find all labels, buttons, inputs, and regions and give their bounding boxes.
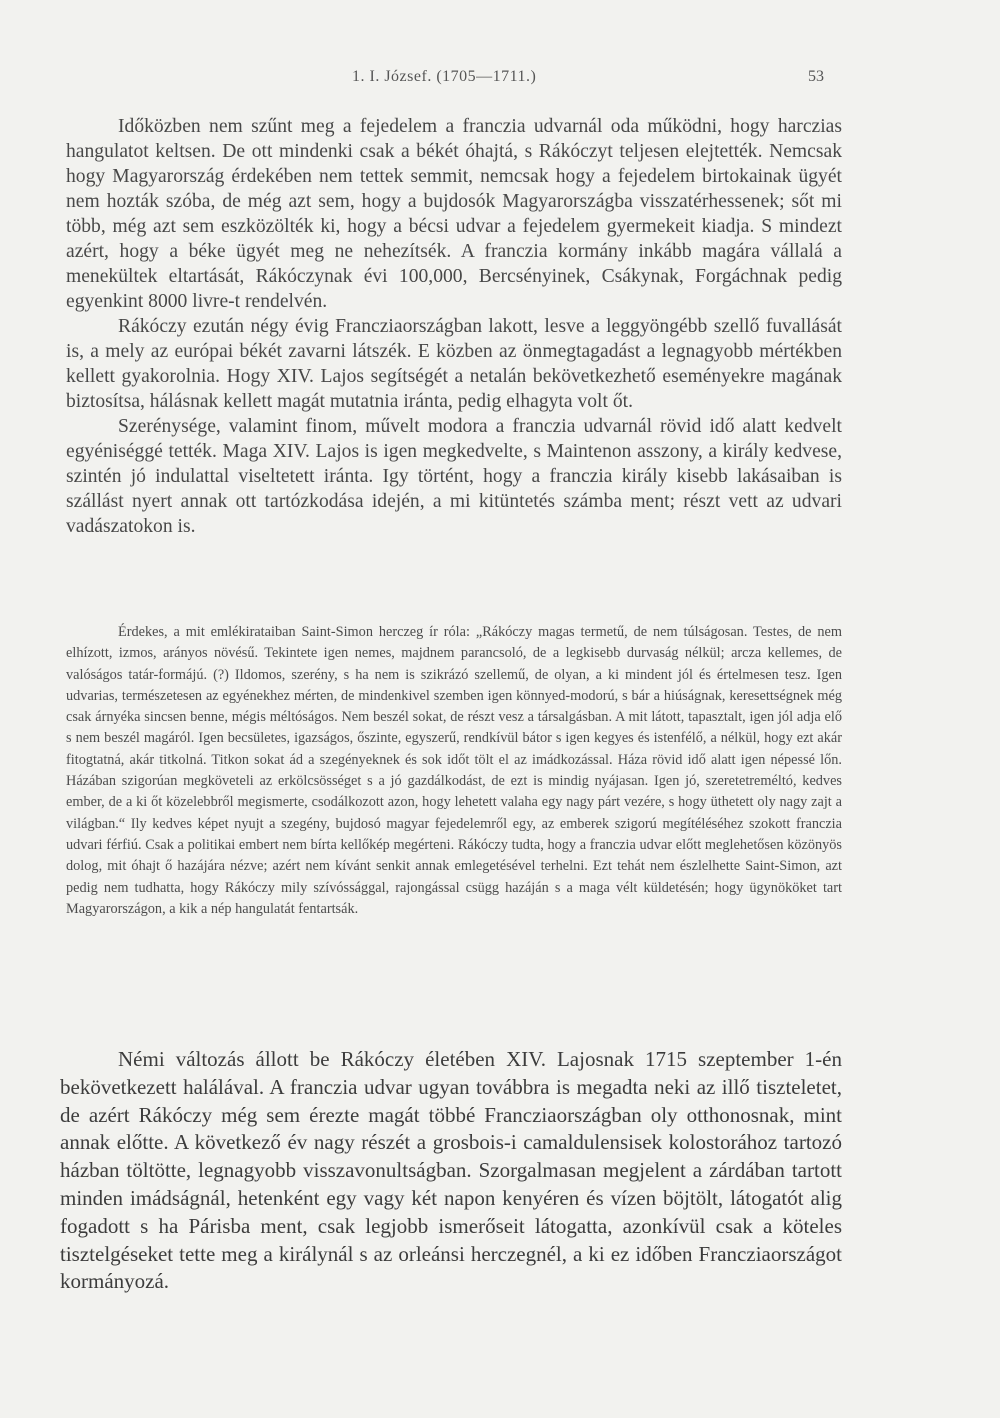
page-header: [0, 68, 1000, 92]
footnote-text: Érdekes, a mit emlékirataiban Saint-Simon herczeg ír róla: „Rákóczy magas termetű, de nem túlságosan. Testes, de nem elhízott, izmos, arányos növésű. Tekintete igen nemes, majdnem parancsoló, de a legkisebb durvaság nélkül; arcza kellemes, de valóságos tatár-formájú. (?) Ildomos, szerény, s ha nem is szikrázó szellemű, de olyan, a ki mindent jól és értelmesen tesz. Igen udvarias, természetesen az egyénekhez mérten, de mindenkivel szemben igen könnyed-modorú, s bár a hiúságnak, keresettségnek még csak árnyéka sincsen benne, mégis méltóságos. Nem beszél sokat, de részt vesz a társalgásban. A mit látott, tapasztalt, igen jól adja elő s nem beszél magáról. Igen becsületes, igazságos, őszinte, egyszerű, rendkívül bátor s igen kegyes és istenfélő, a nélkül, hogy ezt akár fitogtatná, akár titkolná. Titkon sokat ád a szegényeknek és sok időt tölt el az imádkozással. Háza rövid idő alatt igen népessé lőn. Házában szigorúan megköveteli az erkölcsösséget s a jó gazdálkodást, de ezt is mindig nyájasan. Igen jó, szeretetreméltó, kedves ember, de a ki őt közelebbről megismerte, csodálkozott azon, hogy lehetett valaha egy nagy párt vezére, s hogy üthetett oly nagy zajt a világban.“ Ily kedves képet nyujt a szegény, bujdosó magyar fejedelemről egy, az emberek szigorú megítéléséhez szokott franczia udvari férfiú. Csak a politikai embert nem bírta kellőkép megérteni. Rákóczy tudta, hogy a franczia udvar előtt meglehetősen közönyös dolog, mit óhajt ő hazájára nézve; azért nem kívánt senkit annak emlegetésével terhelni. Ezt tehát nem észlelhette Saint-Simon, azt pedig nem tudhatta, hogy Rákóczy mily szívóssággal, rajongással csügg hazáján s a maga vélt küldetésén; hogy ügynököket tart Magyarországon, a kik a nép hangulatát fentartsák.: [66, 624, 842, 917]
paragraph: Időközben nem szűnt meg a fejedelem a franczia udvarnál oda működni, hogy harczias hangulatot keltsen. De ott mindenki csak a békét óhajtá, s Rákóczyt teljesen elejtették. Nemcsak hogy Magyarország érdekében nem tettek semmit, nemcsak hogy a fejedelem birtokainak ügyét nem hozták szóba, de még azt sem, hogy a bujdosók Magyarországba visszatérhessenek; sőt mi több, még azt sem eszközölték ki, hogy a bécsi udvar a fejedelem gyermekeit kiadja. S mindezt azért, hogy a béke ügyét meg ne nehezítsék. A franczia kormány inkább magára vállalá a menekültek eltartását, Rákóczynak évi 100,000, Bercsényinek, Csákynak, Forgáchnak pedig egyenkint 8000 livre-t rendelvén.: [66, 116, 842, 312]
paragraph: Rákóczy ezután négy évig Francziaországban lakott, lesve a leggyöngébb szellő fuvallását is, a mely az európai békét zavarni látszék. E közben az önmegtagadást a legnagyobb mértékben kellett gyakorolnia. Hogy XIV. Lajos segítségét a netalán bekövetkezhető eseményekre magának biztosítsa, hálásnak kellett magát mutatnia iránta, pedig elhagyta volt őt.: [66, 316, 842, 412]
running-head: 1. I. József. (1705—1711.): [352, 68, 537, 85]
page-number: 53: [808, 68, 824, 85]
main-text: [66, 114, 842, 539]
closing-text: [60, 1046, 842, 1296]
footnote: [66, 622, 842, 920]
paragraph: Némi változás állott be Rákóczy életében XIV. Lajosnak 1715 szeptember 1-én bekövetkezett halálával. A franczia udvar ugyan továbbra is megadta neki az illő tiszteletet, de azért Rákóczy még sem érezte magát többé Francziaországban oly otthonosnak, mint annak előtte. A következő év nagy részét a grosbois-i camaldulensisek kolostorához tartozó házban töltötte, legnagyobb visszavonultságban. Szorgalmasan megjelent a zárdában tartott minden imádságnál, hetenként egy vagy két napon kenyéren és vízen böjtölt, látogatót alig fogadott s ha Párisba ment, csak legjobb ismerőseit látogatta, azonkívül csak a köteles tisztelgéseket tette meg a királynál s az orleánsi herczegnél, a ki ez időben Francziaországot kormányozá.: [60, 1047, 842, 1294]
paragraph: Szerénysége, valamint finom, művelt modora a franczia udvarnál rövid idő alatt kedvelt egyéniséggé tették. Maga XIV. Lajos is igen megkedvelte, s Maintenon asszony, a király kedvese, szintén jó indulattal viseltetett iránta. Igy történt, hogy a franczia király kisebb lakásaiban is szállást nyert annak ott tartózkodása idején, a mi kitüntetés számba ment; részt vett az udvari vadászatokon is.: [66, 416, 842, 537]
